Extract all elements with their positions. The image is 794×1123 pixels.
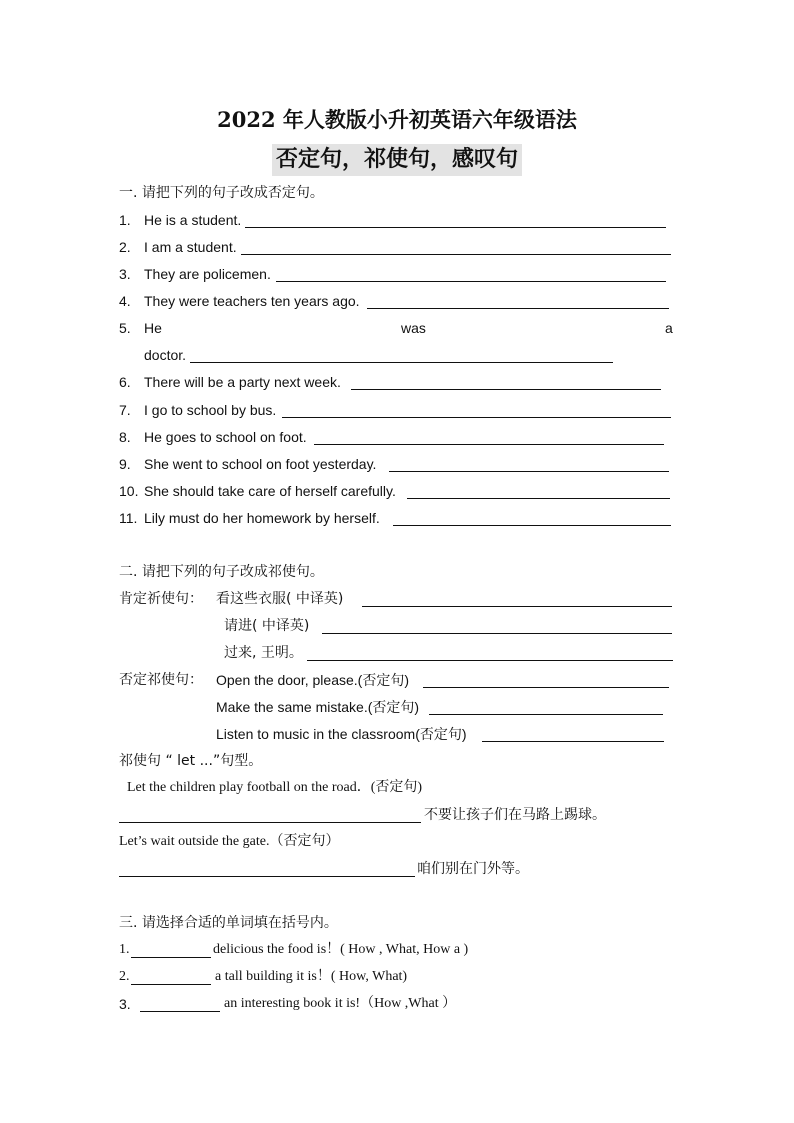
answer-blank[interactable]	[482, 725, 664, 742]
positive-item: 过来, 王明。	[224, 645, 303, 661]
answer-blank[interactable]	[131, 941, 211, 958]
answer-blank[interactable]	[393, 509, 671, 526]
positive-imperative-label: 肯定祈使句：	[119, 591, 203, 607]
item5-word-a: a	[665, 320, 673, 336]
negative-item: Open the door, please.(否定句)	[216, 672, 409, 688]
answer-blank[interactable]	[245, 211, 666, 228]
answer-blank[interactable]	[140, 995, 220, 1012]
answer-blank[interactable]	[314, 428, 664, 445]
item5-word-was: was	[401, 320, 426, 336]
exercise-item: 11. Lily must do her homework by herself.	[119, 510, 380, 526]
exercise-item: 9. She went to school on foot yesterday.	[119, 456, 377, 472]
answer-blank[interactable]	[389, 455, 669, 472]
answer-blank[interactable]	[362, 590, 672, 607]
subtitle-text: 否定句，祁使句，感叹句	[272, 144, 522, 176]
exclamation-item: a tall building it is！( How, What)	[215, 969, 408, 984]
let-translation-2: 咱们别在门外等。	[417, 861, 529, 877]
positive-item: 看这些衣服( 中译英)	[216, 591, 344, 607]
page-subtitle	[0, 144, 794, 176]
answer-blank[interactable]	[241, 238, 671, 255]
answer-blank[interactable]	[276, 265, 666, 282]
positive-item: 请进( 中译英)	[224, 618, 310, 634]
exercise-item: 10. She should take care of herself carefully.	[119, 483, 396, 499]
exercise-item: 4. They were teachers ten years ago.	[119, 293, 360, 309]
answer-blank[interactable]	[190, 346, 613, 363]
let-translation-1: 不要让孩子们在马路上踢球。	[424, 807, 606, 823]
negative-item: Make the same mistake.(否定句)	[216, 699, 420, 715]
exercise-item: 6. There will be a party next week.	[119, 374, 341, 390]
exercise-item: 7. I go to school by bus.	[119, 402, 277, 418]
exclamation-item-number: 2.	[119, 969, 130, 984]
page-title: 2022 年人教版小升初英语六年级语法	[217, 107, 577, 132]
let-pattern-heading: 祁使句 “ let ...”句型。	[119, 753, 263, 769]
let-question-2: Let’s wait outside the gate.（否定句）	[119, 834, 340, 849]
exclamation-item: delicious the food is！( How , What, How a )	[213, 942, 469, 957]
item5-word-he: He	[144, 320, 162, 336]
exercise-item: 1. He is a student.	[119, 212, 242, 228]
exercise-item: 3. They are policemen.	[119, 266, 271, 282]
exercise-item: 2. I am a student.	[119, 239, 237, 255]
answer-blank[interactable]	[119, 806, 421, 823]
section1-heading: 一. 请把下列的句子改成否定句。	[119, 185, 324, 201]
answer-blank[interactable]	[351, 373, 661, 390]
answer-blank[interactable]	[131, 968, 211, 985]
answer-blank[interactable]	[423, 671, 669, 688]
answer-blank[interactable]	[407, 482, 670, 499]
exclamation-item: an interesting book it is!（How ,What ）	[224, 996, 457, 1011]
answer-blank[interactable]	[367, 292, 669, 309]
negative-item: Listen to music in the classroom(否定句)	[216, 726, 467, 742]
answer-blank[interactable]	[307, 644, 673, 661]
answer-blank[interactable]	[282, 401, 671, 418]
exclamation-item-number: 1.	[119, 942, 130, 957]
answer-blank[interactable]	[429, 698, 663, 715]
section3-heading: 三. 请选择合适的单词填在括号内。	[119, 915, 338, 931]
item5-number: 5.	[119, 320, 131, 336]
exclamation-item-number: 3.	[119, 996, 131, 1012]
let-question-1: Let the children play football on the road．(否定句)	[127, 780, 423, 795]
negative-imperative-label: 否定祁使句：	[119, 672, 203, 688]
section2-heading: 二. 请把下列的句子改成祁使句。	[119, 564, 324, 580]
answer-blank[interactable]	[119, 860, 415, 877]
exercise-item: 8. He goes to school on foot.	[119, 429, 307, 445]
item5-word-doctor: doctor.	[144, 347, 187, 363]
answer-blank[interactable]	[322, 617, 672, 634]
